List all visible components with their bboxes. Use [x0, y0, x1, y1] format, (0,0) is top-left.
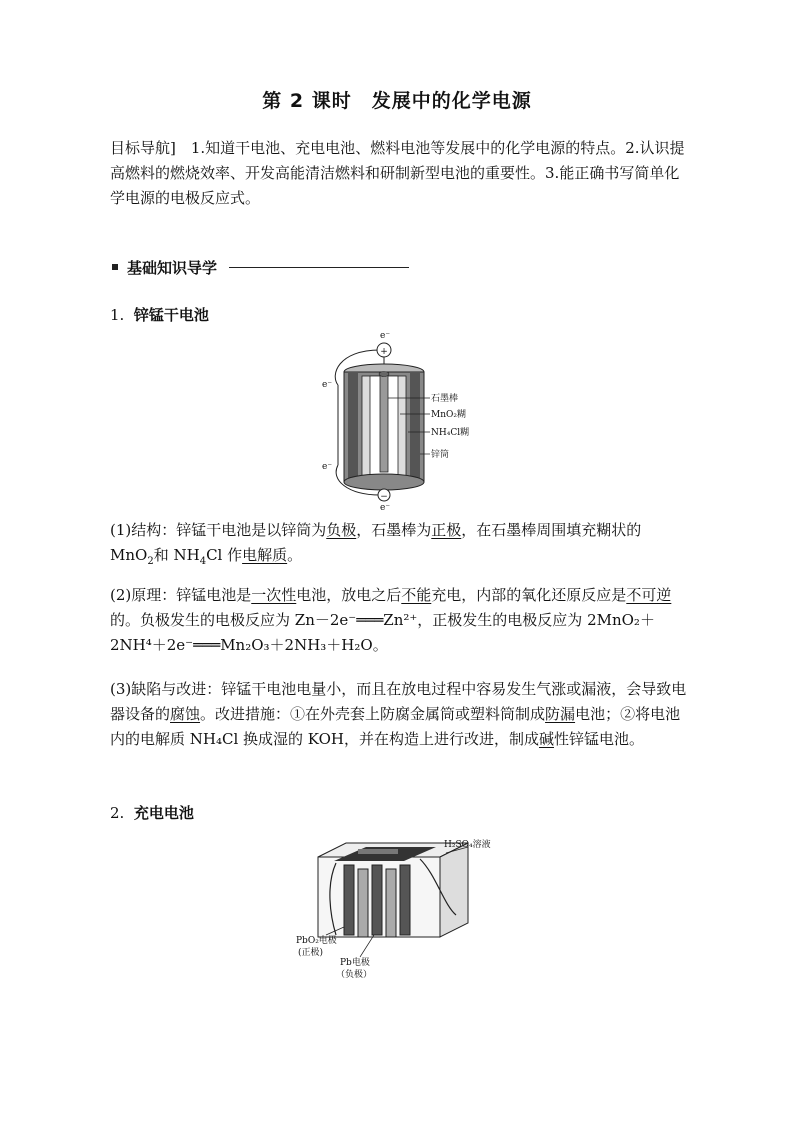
- answer-electrolyte: 电解质: [242, 546, 288, 564]
- label-negative: （负极）: [336, 970, 373, 980]
- label-positive: (正极): [298, 948, 324, 958]
- label-pbo2-electrode: PbO₂电极: [296, 936, 337, 946]
- answer-cannot: 不能: [401, 586, 432, 604]
- heading-rechargeable: [110, 802, 194, 823]
- text: (3)缺陷与改进：锌锰干电池电量小，而且在放电过程中容易发生气涨或漏液，会导致电器设备的: [110, 680, 687, 723]
- text: 充电，内部的氧化还原反应是: [431, 586, 627, 604]
- text: 的。负极发生的电极反应为 Zn－2e⁻═══Zn²⁺，正极发生的电极反应为 2MnO₂＋2NH⁴＋2e⁻═══Mn₂O₃＋2NH₃＋H₂O。: [110, 611, 655, 654]
- text: 。改进措施：①在外壳套上防腐金属筒或塑料筒制成: [200, 705, 546, 723]
- text: 电池；②将电池内的电解质 NH₄Cl 换成湿的 KOH，并在构造上进行改进，制成: [110, 705, 681, 748]
- text: 和 NH: [153, 546, 200, 564]
- text: 性锌锰电池。: [554, 730, 645, 748]
- section-rule: [229, 267, 409, 268]
- heading-number: 2.: [110, 804, 125, 822]
- heading-text: 锌锰干电池: [133, 306, 209, 324]
- paragraph-defects: [110, 677, 690, 752]
- paragraph-principle: [110, 583, 690, 658]
- learning-goals: [110, 136, 690, 211]
- answer-irreversible: 不可逆: [626, 586, 672, 604]
- electron-label-left-2: e⁻: [322, 462, 333, 472]
- answer-negative-electrode: 负极: [326, 521, 357, 539]
- heading-dry-cell: [110, 304, 209, 325]
- text: (2)原理：锌锰电池是: [110, 586, 252, 604]
- text: MnO: [110, 546, 148, 564]
- paragraph-structure: [110, 518, 690, 574]
- label-sulfuric-acid: H₂SO₄溶液: [444, 840, 491, 850]
- plus-terminal: +: [380, 347, 388, 357]
- section-bullet-icon: [112, 264, 118, 270]
- minus-terminal: −: [380, 492, 388, 502]
- electron-label-left-1: e⁻: [322, 380, 333, 390]
- electron-label-top: e⁻: [380, 331, 391, 341]
- label-zinc-can: 锌筒: [431, 450, 450, 460]
- label-pb-electrode: Pb电极: [340, 958, 370, 968]
- electron-label-bottom: e⁻: [380, 503, 391, 510]
- section-title: 基础知识导学: [127, 258, 218, 277]
- text: (1)结构：锌锰干电池是以锌筒为: [110, 521, 327, 539]
- zinc-manganese-cell-diagram: [318, 330, 478, 510]
- section-header: [112, 256, 409, 278]
- text: 电池，放电之后: [296, 586, 402, 604]
- text: Cl 作: [206, 546, 243, 564]
- answer-primary: 一次性: [251, 586, 297, 604]
- answer-corrosion: 腐蚀: [170, 705, 201, 723]
- subscript: 2: [147, 556, 154, 567]
- answer-positive-electrode: 正极: [431, 521, 462, 539]
- text: ，在石墨棒周围填充糊状的: [461, 521, 642, 539]
- label-graphite-rod: 石墨棒: [431, 394, 459, 404]
- goal-label: 目标导航]: [110, 139, 176, 157]
- subscript: 4: [199, 556, 207, 567]
- goal-text: 1.知道干电池、充电电池、燃料电池等发展中的化学电源的特点。2.认识提高燃料的燃烧效率、开发高能清洁燃料和研制新型电池的重要性。3.能正确书写简单化学电源的电极反应式。: [110, 139, 685, 207]
- label-nh4cl-paste: NH₄Cl糊: [431, 428, 470, 438]
- heading-text: 充电电池: [133, 804, 194, 822]
- heading-number: 1.: [110, 306, 125, 324]
- text: ，石墨棒为: [356, 521, 432, 539]
- page-title: 第 2 课时 发展中的化学电源: [262, 90, 532, 112]
- text: 。: [287, 546, 303, 564]
- answer-alkaline: 碱: [538, 730, 554, 748]
- answer-leakproof: 防漏: [545, 705, 576, 723]
- lead-acid-battery-diagram: [296, 835, 516, 980]
- label-mno2-paste: MnO₂糊: [431, 410, 466, 420]
